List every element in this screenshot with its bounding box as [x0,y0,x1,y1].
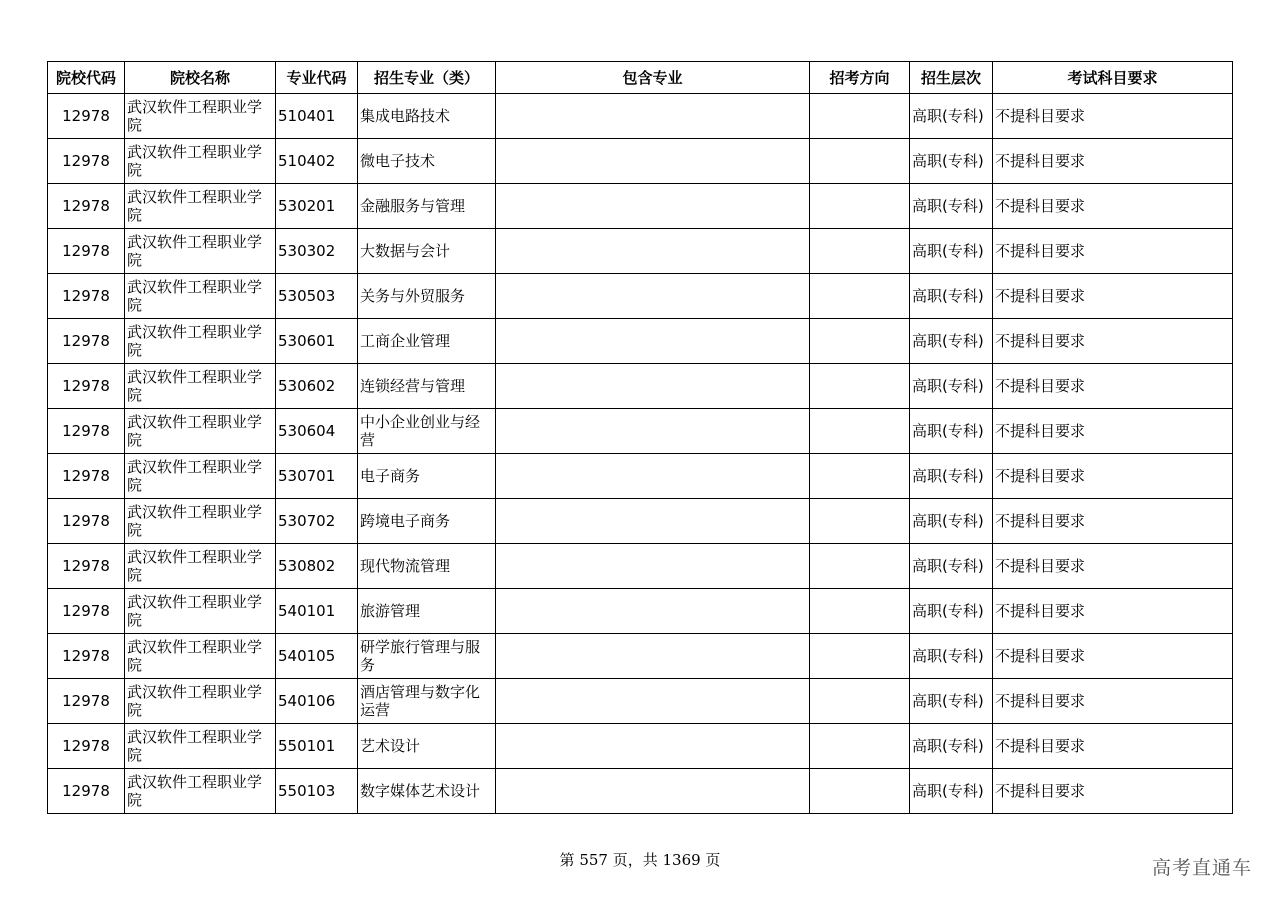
cell-major: 连锁经营与管理 [358,364,496,409]
cell-requirement: 不提科目要求 [993,634,1233,679]
cell-level: 高职(专科) [910,454,993,499]
cell-level: 高职(专科) [910,274,993,319]
cell-included-majors [496,94,810,139]
cell-requirement: 不提科目要求 [993,229,1233,274]
cell-school-name: 武汉软件工程职业学院 [125,139,276,184]
cell-school-name: 武汉软件工程职业学院 [125,589,276,634]
cell-major-code: 550101 [276,724,358,769]
cell-direction [810,364,910,409]
cell-major: 跨境电子商务 [358,499,496,544]
cell-major-code: 550103 [276,769,358,814]
cell-requirement: 不提科目要求 [993,274,1233,319]
table-row [48,724,1233,769]
cell-direction [810,139,910,184]
cell-major-code: 540106 [276,679,358,724]
cell-major-code: 530802 [276,544,358,589]
cell-school-code: 12978 [48,679,125,724]
cell-direction [810,679,910,724]
cell-major-code: 510401 [276,94,358,139]
cell-major: 旅游管理 [358,589,496,634]
cell-major: 微电子技术 [358,139,496,184]
cell-school-code: 12978 [48,319,125,364]
cell-requirement: 不提科目要求 [993,139,1233,184]
cell-requirement: 不提科目要求 [993,724,1233,769]
table-row [48,364,1233,409]
cell-major-code: 530602 [276,364,358,409]
cell-major: 酒店管理与数字化运营 [358,679,496,724]
cell-direction [810,499,910,544]
cell-school-code: 12978 [48,499,125,544]
cell-major-code: 530604 [276,409,358,454]
header-direction: 招考方向 [810,62,910,94]
cell-major-code: 530701 [276,454,358,499]
page-number: 第 557 页，共 1369 页 [559,851,721,869]
header-requirement: 考试科目要求 [993,62,1233,94]
cell-school-code: 12978 [48,634,125,679]
cell-school-code: 12978 [48,274,125,319]
table-row [48,184,1233,229]
cell-requirement: 不提科目要求 [993,364,1233,409]
cell-level: 高职(专科) [910,364,993,409]
header-major: 招生专业（类） [358,62,496,94]
cell-school-code: 12978 [48,589,125,634]
cell-included-majors [496,184,810,229]
cell-direction [810,454,910,499]
cell-level: 高职(专科) [910,139,993,184]
cell-major-code: 540101 [276,589,358,634]
cell-direction [810,769,910,814]
cell-included-majors [496,499,810,544]
cell-major: 中小企业创业与经营 [358,409,496,454]
cell-requirement: 不提科目要求 [993,544,1233,589]
cell-major-code: 540105 [276,634,358,679]
cell-level: 高职(专科) [910,229,993,274]
cell-major-code: 510402 [276,139,358,184]
cell-level: 高职(专科) [910,499,993,544]
cell-school-code: 12978 [48,364,125,409]
cell-included-majors [496,274,810,319]
cell-requirement: 不提科目要求 [993,319,1233,364]
table-row [48,319,1233,364]
cell-requirement: 不提科目要求 [993,454,1233,499]
cell-school-code: 12978 [48,184,125,229]
cell-level: 高职(专科) [910,634,993,679]
cell-major: 现代物流管理 [358,544,496,589]
table-row [48,274,1233,319]
cell-school-code: 12978 [48,229,125,274]
cell-major: 金融服务与管理 [358,184,496,229]
cell-included-majors [496,544,810,589]
cell-major-code: 530503 [276,274,358,319]
cell-school-code: 12978 [48,409,125,454]
cell-school-name: 武汉软件工程职业学院 [125,229,276,274]
cell-requirement: 不提科目要求 [993,589,1233,634]
cell-level: 高职(专科) [910,184,993,229]
cell-school-code: 12978 [48,139,125,184]
cell-major-code: 530201 [276,184,358,229]
table-row [48,544,1233,589]
table-row [48,499,1233,544]
cell-school-name: 武汉软件工程职业学院 [125,274,276,319]
watermark-logo: 高考直通车 [1151,857,1252,879]
cell-included-majors [496,769,810,814]
cell-level: 高职(专科) [910,589,993,634]
cell-level: 高职(专科) [910,94,993,139]
cell-level: 高职(专科) [910,409,993,454]
cell-requirement: 不提科目要求 [993,499,1233,544]
cell-direction [810,319,910,364]
cell-school-name: 武汉软件工程职业学院 [125,679,276,724]
cell-level: 高职(专科) [910,769,993,814]
cell-major: 艺术设计 [358,724,496,769]
cell-included-majors [496,409,810,454]
cell-included-majors [496,139,810,184]
cell-requirement: 不提科目要求 [993,409,1233,454]
header-row [48,62,1233,94]
table-row [48,409,1233,454]
header-major-code: 专业代码 [276,62,358,94]
cell-included-majors [496,454,810,499]
admissions-table [47,61,1233,814]
cell-included-majors [496,724,810,769]
cell-major-code: 530302 [276,229,358,274]
cell-school-code: 12978 [48,94,125,139]
cell-school-code: 12978 [48,544,125,589]
cell-school-name: 武汉软件工程职业学院 [125,319,276,364]
table-row [48,454,1233,499]
cell-included-majors [496,319,810,364]
cell-included-majors [496,229,810,274]
cell-requirement: 不提科目要求 [993,679,1233,724]
cell-included-majors [496,634,810,679]
header-school-name: 院校名称 [125,62,276,94]
cell-level: 高职(专科) [910,319,993,364]
cell-school-code: 12978 [48,724,125,769]
cell-direction [810,544,910,589]
cell-school-name: 武汉软件工程职业学院 [125,94,276,139]
cell-major-code: 530702 [276,499,358,544]
cell-school-name: 武汉软件工程职业学院 [125,634,276,679]
cell-school-code: 12978 [48,769,125,814]
table-row [48,139,1233,184]
cell-major: 关务与外贸服务 [358,274,496,319]
cell-school-name: 武汉软件工程职业学院 [125,364,276,409]
cell-major-code: 530601 [276,319,358,364]
cell-included-majors [496,364,810,409]
cell-direction [810,274,910,319]
cell-direction [810,589,910,634]
cell-school-name: 武汉软件工程职业学院 [125,454,276,499]
cell-direction [810,409,910,454]
table-row [48,589,1233,634]
cell-direction [810,184,910,229]
cell-requirement: 不提科目要求 [993,184,1233,229]
cell-major: 数字媒体艺术设计 [358,769,496,814]
cell-major: 大数据与会计 [358,229,496,274]
cell-level: 高职(专科) [910,679,993,724]
table-row [48,634,1233,679]
header-school-code: 院校代码 [48,62,125,94]
header-level: 招生层次 [910,62,993,94]
cell-level: 高职(专科) [910,724,993,769]
cell-school-name: 武汉软件工程职业学院 [125,544,276,589]
cell-major: 集成电路技术 [358,94,496,139]
cell-school-name: 武汉软件工程职业学院 [125,184,276,229]
cell-school-name: 武汉软件工程职业学院 [125,499,276,544]
cell-school-name: 武汉软件工程职业学院 [125,724,276,769]
table-row [48,94,1233,139]
table-row [48,229,1233,274]
table-row [48,679,1233,724]
cell-level: 高职(专科) [910,544,993,589]
cell-direction [810,229,910,274]
cell-direction [810,634,910,679]
cell-major: 电子商务 [358,454,496,499]
cell-requirement: 不提科目要求 [993,94,1233,139]
cell-direction [810,724,910,769]
header-included-majors: 包含专业 [496,62,810,94]
cell-requirement: 不提科目要求 [993,769,1233,814]
table-row [48,769,1233,814]
cell-included-majors [496,679,810,724]
cell-major: 工商企业管理 [358,319,496,364]
cell-school-code: 12978 [48,454,125,499]
cell-school-name: 武汉软件工程职业学院 [125,409,276,454]
cell-major: 研学旅行管理与服务 [358,634,496,679]
cell-direction [810,94,910,139]
cell-school-name: 武汉软件工程职业学院 [125,769,276,814]
cell-included-majors [496,589,810,634]
